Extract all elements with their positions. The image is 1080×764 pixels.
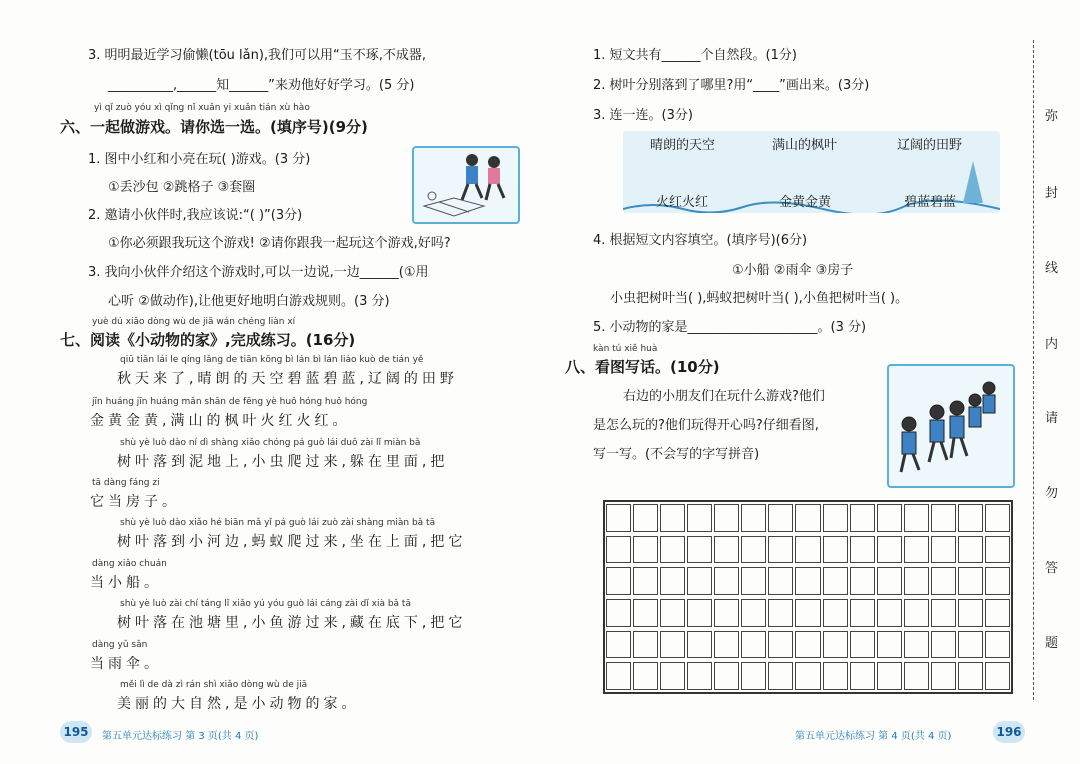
q3-line2: __________,______知______”来劝他好好学习。(5 分) [108, 78, 415, 93]
r-q4-options: ①小船 ②雨伞 ③房子 [732, 263, 854, 278]
passage-pinyin-3: shù yè luò dào ní dì shàng xiǎo chóng pá guò lái duǒ zài lǐ miàn bǎ [120, 438, 421, 448]
seal-char-6: 勿 [1045, 486, 1059, 501]
sec8-pinyin: kàn tú xiě huà [593, 344, 658, 354]
passage-pinyin-6: dàng xiǎo chuán [92, 559, 167, 569]
r-q5: 5. 小动物的家是____________________。(3 分) [593, 320, 867, 335]
seal-char-5: 请 [1045, 411, 1059, 426]
r-q4-fill: 小虫把树叶当( ),蚂蚁把树叶当( ),小鱼把树叶当( )。 [610, 291, 909, 306]
sec6-pinyin: yì qǐ zuò yóu xì qǐng nǐ xuǎn yi xuǎn tián xù hào [94, 103, 310, 113]
sec6-q2: 2. 邀请小伙伴时,我应该说:“( )”(3分) [88, 208, 303, 223]
sec7-title: 七、阅读《小动物的家》,完成练习。(16分) [60, 331, 356, 349]
match-bottom-1: 火红火红 [656, 195, 709, 210]
match-top-3: 辽阔的田野 [897, 138, 963, 153]
sec6-q1-options: ①丢沙包 ②跳格子 ③套圈 [108, 180, 256, 195]
match-top-2: 满山的枫叶 [772, 138, 838, 153]
match-bottom-3: 碧蓝碧蓝 [904, 195, 957, 210]
sec6-title: 六、一起做游戏。请你选一选。(填序号)(9分) [60, 118, 368, 136]
seal-char-4: 内 [1045, 337, 1059, 352]
passage-line-5: 树叶落到小河边,蚂蚁爬过来,坐在上面,把它 [117, 534, 467, 550]
footer-left: 第五单元达标练习 第 3 页(共 4 页) [102, 731, 259, 742]
passage-pinyin-7: shù yè luò zài chí táng lǐ xiǎo yú yóu guò lái cáng zài dǐ xià bǎ tā [120, 599, 411, 609]
seal-char-8: 题 [1045, 636, 1059, 651]
sec8-line3: 写一写。(不会写的字写拼音) [593, 447, 760, 462]
seal-line [1033, 40, 1035, 700]
page-number-right: 196 [993, 721, 1025, 743]
passage-line-7: 树叶落在池塘里,小鱼游过来,藏在底下,把它 [117, 615, 467, 631]
r-q1: 1. 短文共有______个自然段。(1分) [593, 48, 797, 63]
r-q2: 2. 树叶分别落到了哪里?用“____”画出来。(3分) [593, 78, 870, 93]
seal-char-3: 线 [1045, 261, 1059, 276]
passage-line-4: 它当房子。 [90, 494, 180, 510]
sec7-pinyin: yuè dú xiǎo dòng wù de jiā wán chéng liàn xí [92, 317, 296, 327]
seal-char-1: 弥 [1045, 109, 1059, 124]
seal-char-7: 答 [1045, 561, 1059, 576]
page-number-left: 195 [60, 721, 92, 743]
passage-pinyin-1: qiū tiān lái le qíng lǎng de tiān kōng bì lán bì lán liáo kuò de tián yě [120, 355, 424, 365]
passage-pinyin-9: měi lì de dà zì rán shì xiǎo dòng wù de jiā [120, 680, 308, 690]
passage-line-8: 当雨伞。 [90, 656, 162, 672]
sec6-q1: 1. 图中小红和小亮在玩( )游戏。(3 分) [88, 152, 311, 167]
sec6-q3-b: 心听 ②做动作),让他更好地明白游戏规则。(3 分) [108, 294, 390, 309]
passage-line-6: 当小船。 [90, 575, 162, 591]
match-bottom-2: 金黄金黄 [779, 195, 832, 210]
sec6-q3: 3. 我向小伙伴介绍这个游戏时,可以一边说,一边______(①用 [88, 265, 429, 280]
r-q4: 4. 根据短文内容填空。(填序号)(6分) [593, 233, 808, 248]
passage-pinyin-4: tā dàng fáng zi [92, 478, 160, 488]
footer-right: 第五单元达标练习 第 4 页(共 4 页) [795, 731, 952, 742]
passage-line-2: 金黄金黄,满山的枫叶火红火红。 [90, 413, 351, 429]
sec8-line1: 右边的小朋友们在玩什么游戏?他们 [623, 389, 825, 404]
seal-char-2: 封 [1045, 186, 1059, 201]
hopscotch-illustration [412, 146, 520, 224]
sec8-line2: 是怎么玩的?他们玩得开心吗?仔细看图, [593, 418, 819, 433]
sec8-title: 八、看图写话。(10分) [565, 358, 720, 376]
passage-pinyin-8: dàng yǔ sǎn [92, 640, 148, 650]
sec6-q2-options: ①你必须跟我玩这个游戏! ②请你跟我一起玩这个游戏,好吗? [108, 236, 451, 251]
r-q3: 3. 连一连。(3分) [593, 108, 693, 123]
passage-pinyin-2: jīn huáng jīn huáng mǎn shān de fēng yè huǒ hóng huǒ hóng [92, 397, 368, 407]
match-top-1: 晴朗的天空 [650, 138, 716, 153]
q3-line1: 3. 明明最近学习偷懒(tōu lǎn),我们可以用“玉不琢,不成器, [88, 48, 427, 63]
children-playing-illustration [887, 364, 1015, 488]
passage-line-9: 美丽的大自然,是小动物的家。 [117, 696, 360, 712]
passage-line-1: 秋天来了,晴朗的天空碧蓝碧蓝,辽阔的田野 [117, 371, 458, 387]
writing-grid[interactable] [603, 500, 1013, 694]
passage-line-3: 树叶落到泥地上,小虫爬过来,躲在里面,把 [117, 454, 449, 470]
passage-pinyin-5: shù yè luò dào xiǎo hé biān mǎ yǐ pá guò lái zuò zài shàng miàn bǎ tā [120, 518, 436, 528]
